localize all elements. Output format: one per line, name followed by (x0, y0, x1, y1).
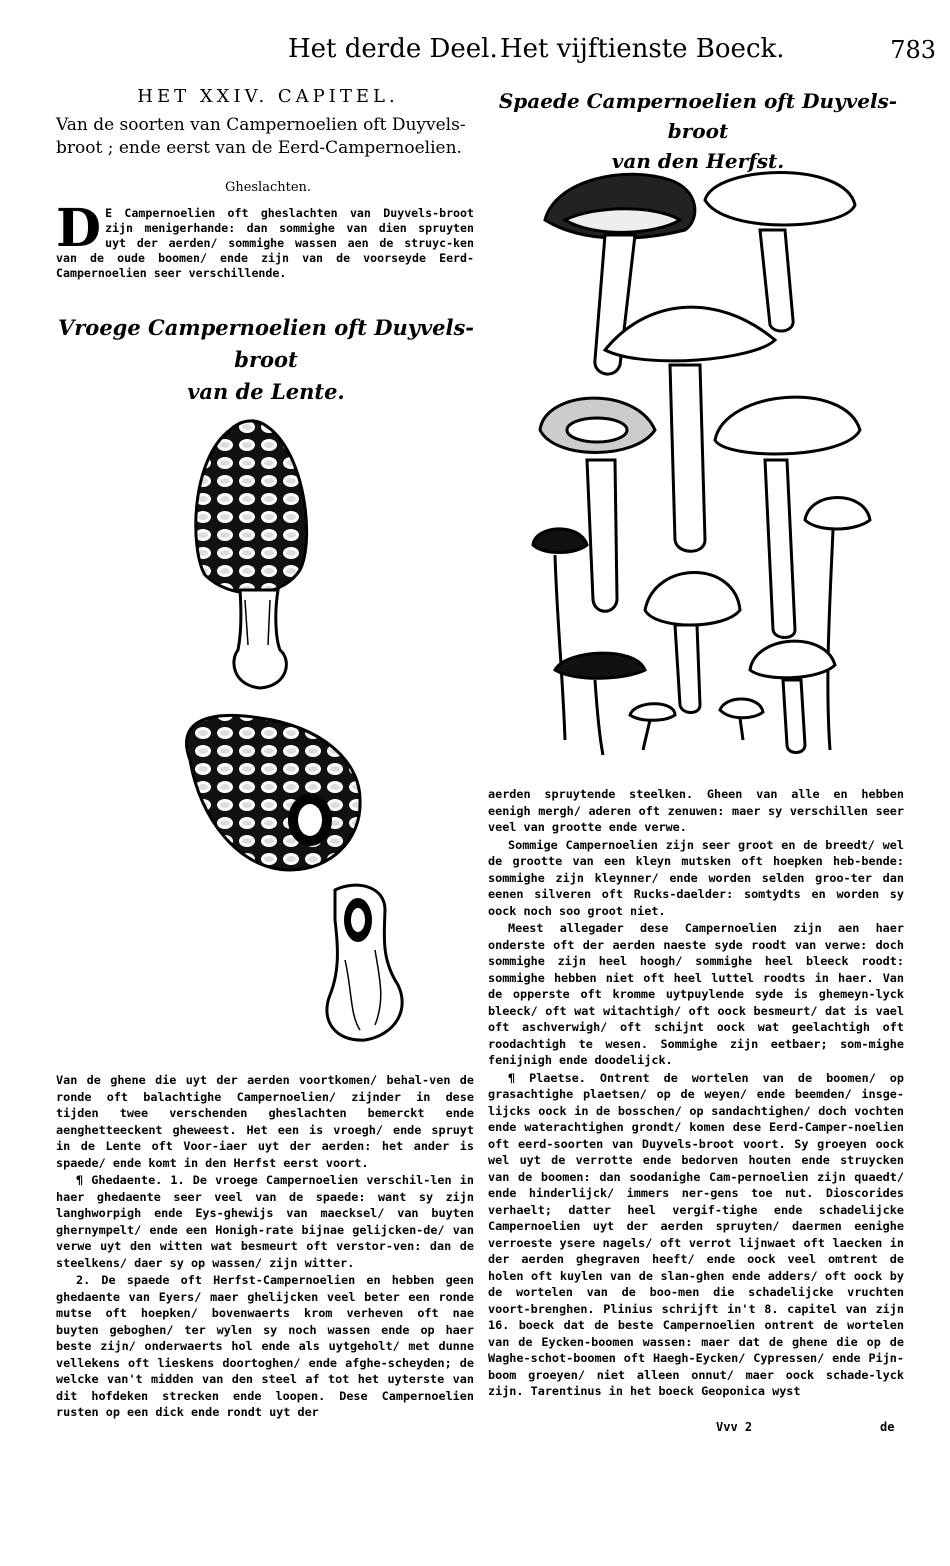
right-text-column (488, 786, 904, 1401)
right-paragraph-4: ¶ Plaetse. Ontrent de wortelen van de boomen/ op grasachtighe plaetsen/ op de weyen/ ende beemden/ insge-lijcks oock in de bosschen/ op sandachtighen/ doch vochten ende waterachtighen grondt/ komen dese Eerd-Camper-noelien oft eerd-soorten van Duyvels-broot voort. Sy groeyen oock wel uyt de verrotte ende bedorven houten ende struycken van de boomen: dan soodanighe Cam-pernoelien zijn quaedt/ ende hinderlijck/ immers ner-gens toe nut. Dioscorides verhaelt; datter heel vergif-tighe ende schadelijcke Campernoelien uyt der aerden spruyten/ daermen eenighe verroeste ysere nagels/ oft verrot lijnwaet oft laecken in der aerden ghegraven heeft/ ende oock veel omtrent de holen oft kuylen van de slan-ghen ende adders/ oft oock by de wortelen van de boo-men die schadelijcke vruchten voort-brenghen. Plinius schrijft in't 8. capitel van zijn 16. boeck dat de beste Campernoelien ontrent de wortelen van de Eycken-boomen wassen: maer dat de ghene die op de Waghe-schot-boomen oft Haegh-Eycken/ Cypressen/ ende Pijn-boom groeyen/ niet alleen onnut/ maer oock schade-lyck zijn. Tarentinus in het boeck Geoponica wyst (488, 1070, 904, 1398)
spring-morel-upright (196, 421, 307, 688)
book-title: Het vijftienste Boeck. (500, 34, 785, 64)
right-paragraph-1: aerden spruytende steelken. Gheen van alle en hebben eenigh mergh/ aderen oft zenuwen: maer sy verschillen seer veel van grootte ende verwe. (488, 787, 904, 834)
right-caption-line1: Spaede Campernoelien oft Duyvels-broot (498, 89, 898, 143)
left-caption-line1: Vroege Campernoelien oft Duyvels-broot (57, 315, 475, 372)
chapter-heading: HET XXIV. CAPITEL. (137, 86, 399, 107)
right-paragraph-3: Meest allegader dese Campernoelien zijn aen haer onderste oft der aerden naeste syde roodt van verwe: doch sommighe zijn heel hoogh/ sommighe heel bleeck roodt: sommighe hebben niet oft heel luttel roodts in haer. Van de opperste oft kromme uytpuylende syde is ghemeyn-lyck bleeck/ oft wat witachtigh/ oft oock besmeurt/ dat is vael oft aschverwigh/ oft schijnt oock wat geelachtigh oft roodachtigh te wesen. Sommighe zijn eetbaer; som-mighe fenijnigh ende doodelijck. (488, 921, 904, 1067)
right-caption-line2: van den Herfst. (611, 149, 785, 173)
left-paragraph-2: ¶ Ghedaente. 1. De vroege Campernoelien verschil-len in haer ghedaente seer veel van de spaede: want sy zijn langhworpigh ende Eys-ghewijs van maecksel/ van buyten ghernympelt/ ende een Honigh-rate bijnae gelijcken-de/ van verwe uyt den witten wat besmeurt oft verstor-ven: dan de steelkens/ daer sy op wassen/ zijn witter. (56, 1173, 474, 1270)
left-text-column (56, 1072, 474, 1422)
part-title: Het derde Deel. (288, 34, 498, 64)
chapter-intro: Van de soorten van Campernoelien oft Duyvels-broot ; ende eerst van de Eerd-Campernoelien. (56, 115, 466, 158)
page-number: 783 (890, 36, 936, 64)
opening-paragraph (56, 198, 474, 281)
left-figure-caption (56, 312, 476, 408)
chapter-subheading: Gheslachten. (224, 180, 312, 195)
drop-cap: D (56, 198, 102, 259)
right-paragraph-2: Sommige Campernoelien zijn seer groot en de breedt/ wel de grootte van een kleyn mutsken oft hoepken heb-bende: sommighe zijn kleynner/ ende worden selden groo-ter dan eenen silveren oft Rucks-daelder: somtydts en worden sy oock noch soo groot niet. (488, 837, 904, 918)
signature-mark: Vvv 2 (716, 1420, 753, 1434)
morel-woodcut-illustration (170, 400, 440, 1060)
morel-cut-section (327, 885, 402, 1040)
left-caption-line2: van de Lente. (187, 379, 345, 404)
autumn-mushrooms-woodcut-illustration (525, 160, 895, 760)
opening-paragraph-text: E Campernoelien oft gheslachten van Duyvels-broot zijn menigerhande: dan sommighe van dien spruyten uyt der aerden/ sommighe wassen aen de struyc-ken van de oude boomen/ ende zijn van de voorseyde Eerd-Campernoelien seer verschillende. (56, 206, 474, 280)
catchword: de (880, 1420, 895, 1434)
left-paragraph-3: 2. De spaede oft Herfst-Campernoelien en hebben geen ghedaente van Eyers/ maer ghelijcken veel beter een ronde mutse oft hoepken/ bovenwaerts krom verheven oft nae buyten geboghen/ ter wylen sy noch wassen ende op haer beste zijn/ onderwaerts hol ende als uytgeholt/ met dunne vellekens oft lieskens doortoghen/ ende afghe-scheyden; de welcke van't midden van den steel af tot het uyterste van dit hofdeken strecken ende loopen. Dese Campernoelien rusten op een dick ende rondt uyt der (56, 1273, 474, 1419)
spring-morel-reclining (186, 715, 360, 870)
left-paragraph-1: Van de ghene die uyt der aerden voortkomen/ behal-ven de ronde oft balachtighe Campernoelien/ zijnder in dese tijden twee verschenden gheslachten bemerckt ende aenghetteeckent gheweest. Het een is vroegh/ ende spruyt in de Lente oft Voor-iaer uyt der aerden: het ander is spaede/ ende komt in den Herfst eerst voort. (56, 1073, 474, 1170)
